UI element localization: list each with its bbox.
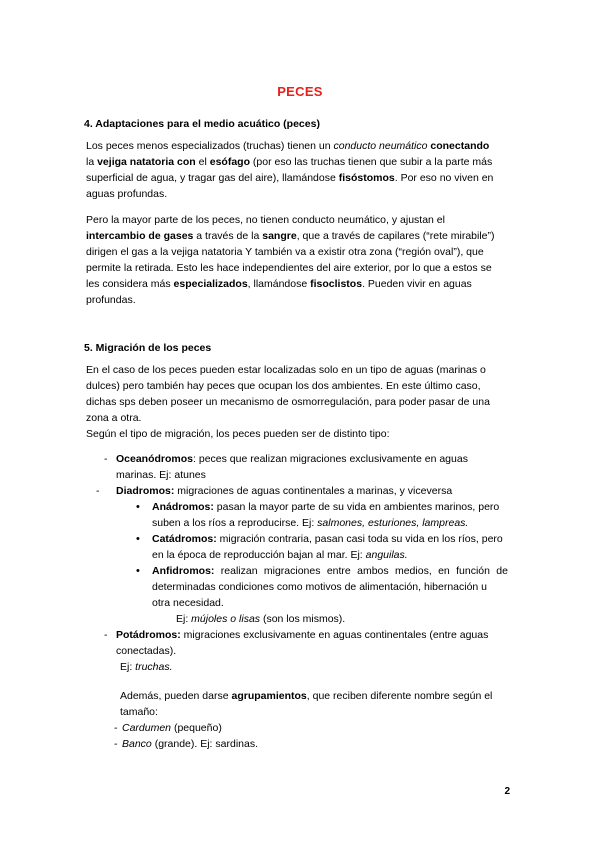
list-dash: - (114, 738, 118, 750)
section-4-paragraph-1: Los peces menos especializados (truchas) tienen un conducto neumático conectando la vejiga natatoria con el esófago (por eso las truchas tienen que subir a la parte más superficial de agua, y tragar gas del aire), llamándose fisóstomos. Por eso no viven en aguas profundas. (86, 140, 494, 200)
list-item-diadromos: Diadromos: migraciones de aguas continentales a marinas, y viceversa (116, 485, 453, 497)
section-5-paragraph-1: En el caso de los peces pueden estar localizadas solo en un tipo de aguas (marinas o dulces) pero también hay peces que ocupan los dos ambientes. En este último caso, dichas sps deben poseer un mecanismo de osmorregulación, para poder pasar de una zona a otra. Según el tipo de migración, los peces pueden ser de distinto tipo: (86, 362, 516, 442)
agrupamientos-paragraph: Además, pueden darse agrupamientos, que reciben diferente nombre según el tamaño: (120, 690, 493, 718)
list-dash: - (114, 722, 118, 734)
list-item-cardumen: Cardumen (pequeño) (122, 722, 222, 734)
section-4-paragraph-2: Pero la mayor parte de los peces, no tienen conducto neumático, y ajustan el intercambio de gases a través de la sangre, que a través de capilares (“rete mirabile”) dirigen el gas a la vejiga natatoria Y también va a existir otra zona (“región oval”), que permite la retirada. Esto les hace independientes del aire exterior, por lo que a estos se les considera más especializados, llamándose fisoclistos. Pueden vivir en aguas profundas. (86, 214, 495, 306)
list-dash: - (96, 485, 100, 497)
list-item-oceanodromos: Oceanódromos: peces que realizan migraciones exclusivamente en aguas marinas. Ej: atunes (116, 453, 468, 481)
list-item-anfidromos: Anfidromos: realizan migraciones entre ambos medios, en función de determinadas condiciones como motivos de alimentación, hibernación u otra necesidad. (152, 565, 508, 609)
bullet-icon: • (136, 533, 140, 545)
list-item-potadromos: Potádromos: migraciones exclusivamente en aguas continentales (entre aguas conectadas). (116, 629, 489, 657)
section-5-heading: 5. Migración de los peces (84, 342, 212, 354)
anfidromos-example: Ej: mújoles o lisas (son los mismos). (176, 613, 346, 625)
list-item-catadromos: Catádromos: migración contraria, pasan casi toda su vida en los ríos, pero en la época de reproducción bajan al mar. Ej: anguilas. (152, 533, 503, 561)
potadromos-example: Ej: truchas. (120, 661, 173, 673)
migration-types-intro: Según el tipo de migración, los peces pueden ser de distinto tipo: (86, 428, 390, 440)
bullet-icon: • (136, 501, 140, 513)
page-number: 2 (504, 786, 510, 797)
page-title: PECES (277, 84, 323, 99)
bullet-icon: • (136, 565, 140, 577)
list-dash: - (104, 629, 108, 641)
list-item-anadromos: Anádromos: pasan la mayor parte de su vida en ambientes marinos, pero suben a los ríos a reproducirse. Ej: salmones, esturiones, lampreas. (152, 501, 500, 529)
list-dash: - (104, 453, 108, 465)
section-4-heading: 4. Adaptaciones para el medio acuático (peces) (84, 118, 320, 130)
list-item-banco: Banco (grande). Ej: sardinas. (122, 738, 258, 750)
